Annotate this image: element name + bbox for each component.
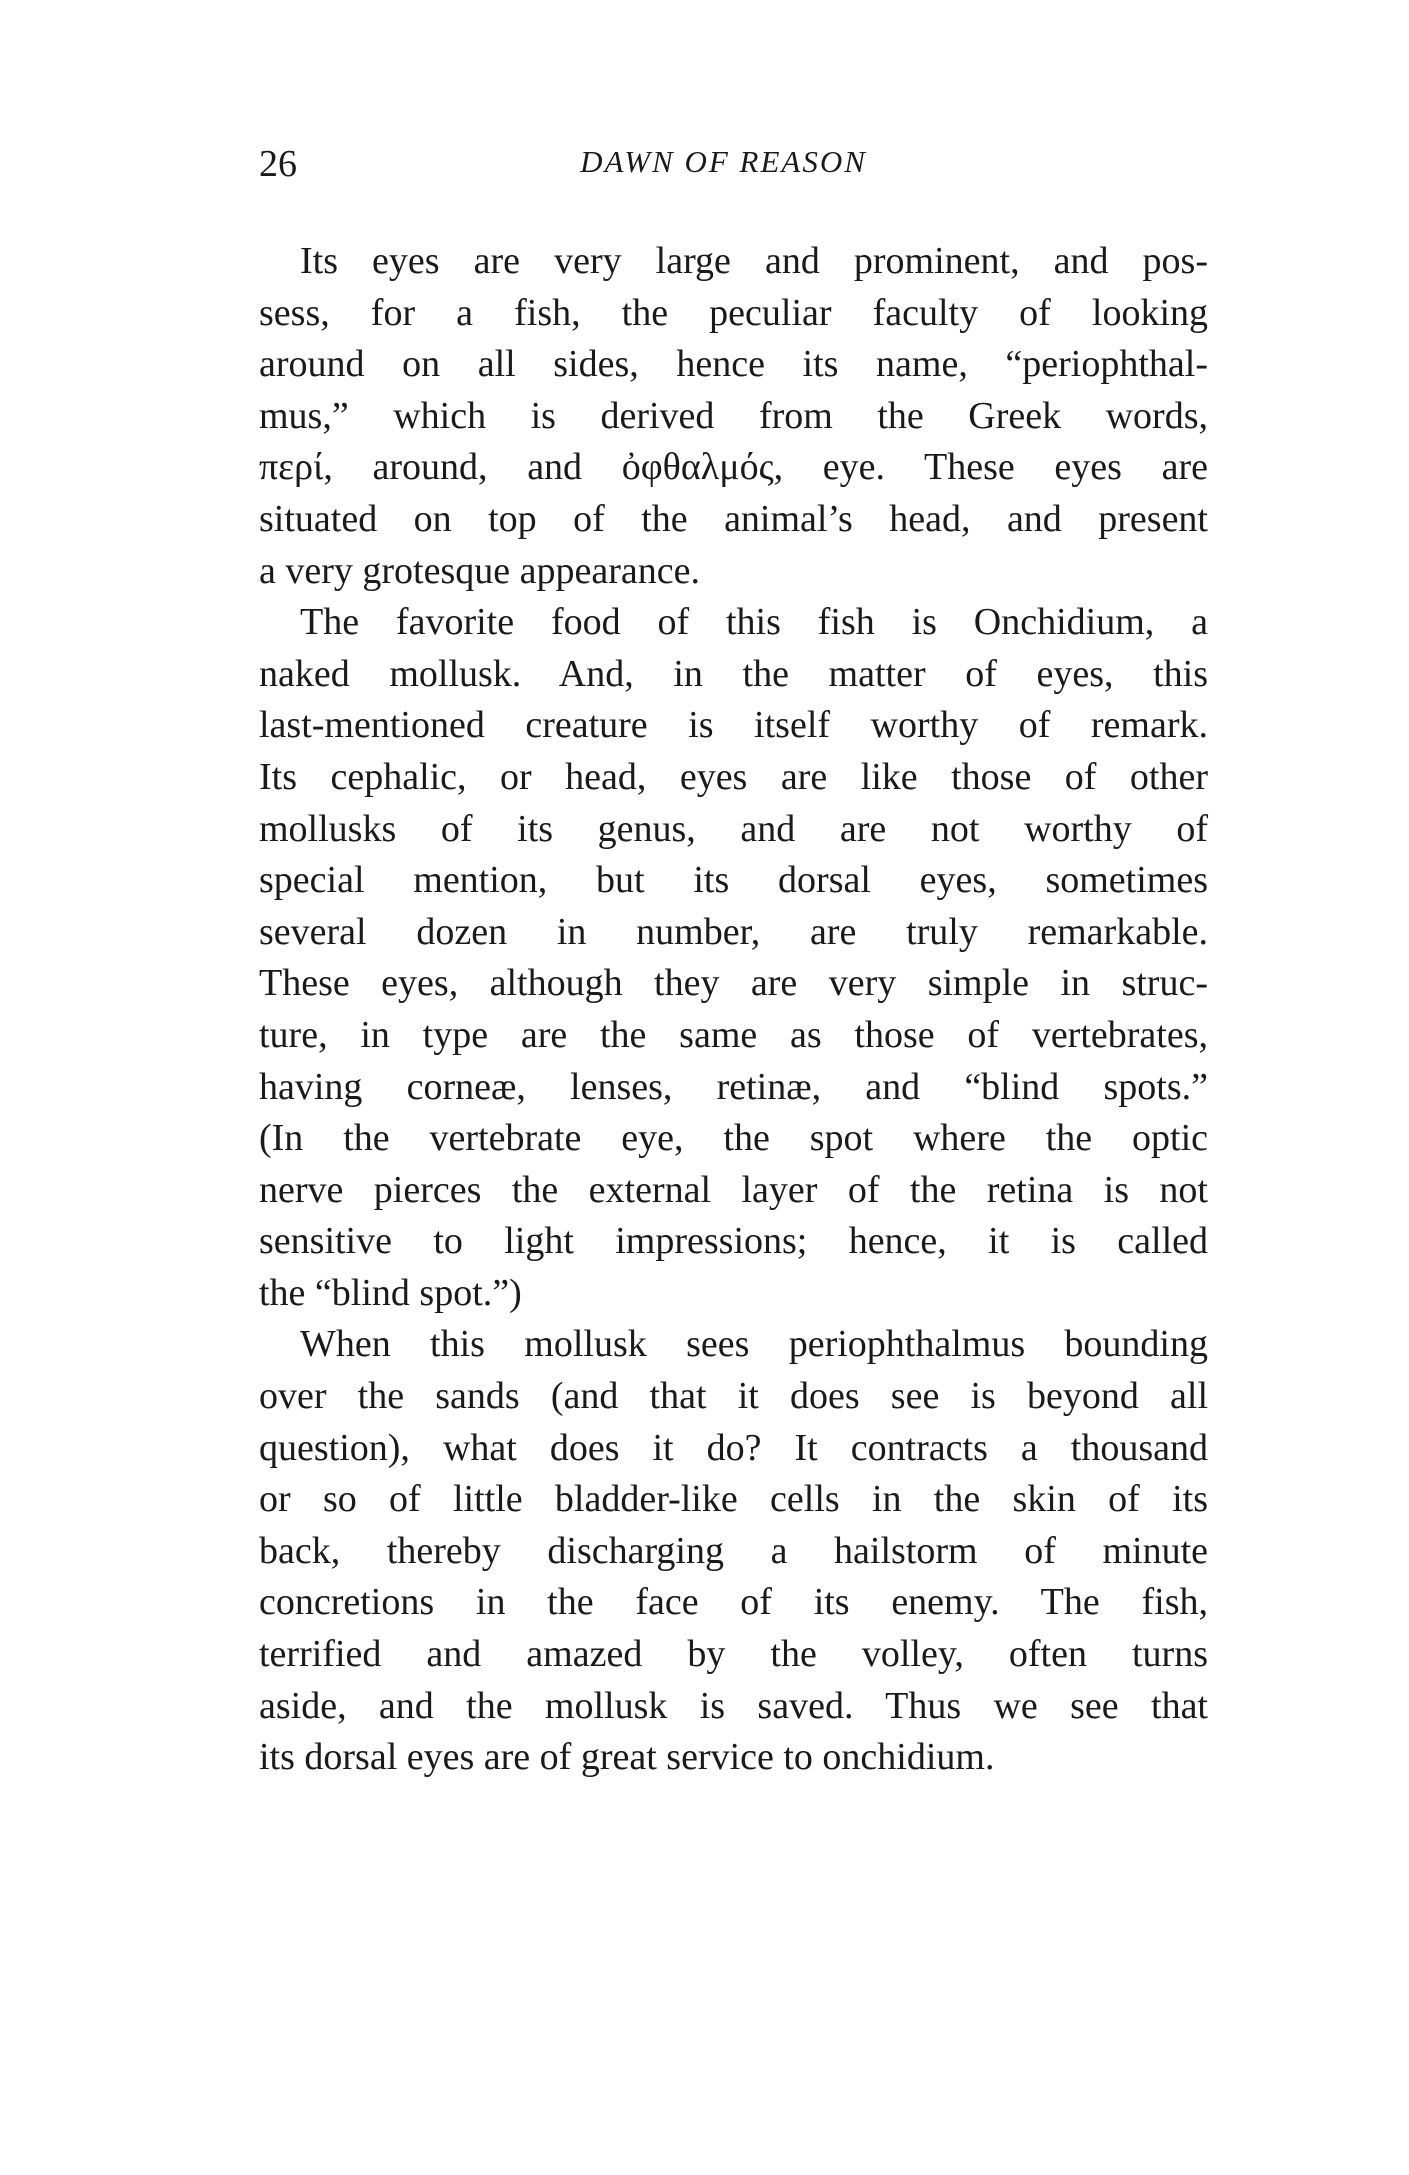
paragraph (259, 1319, 1208, 1783)
text-line: several dozen in number, are truly remarkable. (259, 910, 1208, 953)
text-line: special mention, but its dorsal eyes, sometimes (259, 859, 1208, 902)
text-line: terrified and amazed by the volley, often turns (259, 1633, 1208, 1676)
text-line: last-mentioned creature is itself worthy of remark. (259, 704, 1208, 747)
text-line: These eyes, although they are very simple in struc- (259, 962, 1208, 1005)
text-line: over the sands (and that it does see is beyond all (259, 1375, 1208, 1418)
text-line: ture, in type are the same as those of vertebrates, (259, 1013, 1208, 1056)
text-line: the “blind spot.”) (259, 1271, 522, 1314)
text-line: (In the vertebrate eye, the spot where the optic (259, 1117, 1208, 1160)
text-line: Its eyes are very large and prominent, and pos- (300, 240, 1208, 282)
text-line: The favorite food of this fish is Onchidium, a (300, 601, 1208, 644)
running-title: DAWN OF REASON (580, 144, 867, 179)
text-line: mus,” which is derived from the Greek words, (259, 394, 1208, 437)
text-line: situated on top of the animal’s head, and present (259, 497, 1208, 540)
text-line: or so of little bladder-like cells in the skin of its (259, 1478, 1208, 1521)
text-line: its dorsal eyes are of great service to onchidium. (259, 1736, 995, 1779)
text-line: περί, around, and ὀφθαλμός, eye. These eyes are (259, 446, 1208, 489)
text-line: nerve pierces the external layer of the retina is not (259, 1168, 1208, 1211)
page-body (259, 236, 1208, 1784)
text-line: naked mollusk. And, in the matter of eyes, this (259, 652, 1208, 695)
text-line: concretions in the face of its enemy. The fish, (259, 1581, 1208, 1624)
text-line: around on all sides, hence its name, “periophthal- (259, 343, 1208, 386)
text-line: sess, for a fish, the peculiar faculty of looking (259, 291, 1208, 334)
text-line: a very grotesque appearance. (259, 549, 700, 592)
page-number: 26 (259, 143, 297, 185)
text-line: question), what does it do? It contracts a thousand (259, 1426, 1208, 1469)
text-line: back, thereby discharging a hailstorm of minute (259, 1529, 1208, 1572)
text-line: aside, and the mollusk is saved. Thus we see that (259, 1684, 1208, 1727)
paragraph (259, 236, 1208, 597)
text-line: mollusks of its genus, and are not worthy of (259, 807, 1208, 850)
running-header (259, 142, 1208, 192)
text-line: sensitive to light impressions; hence, it is called (259, 1220, 1208, 1263)
text-line: When this mollusk sees periophthalmus bounding (300, 1323, 1208, 1366)
text-line: having corneæ, lenses, retinæ, and “blind spots.” (259, 1065, 1208, 1108)
paragraph (259, 597, 1208, 1319)
text-line: Its cephalic, or head, eyes are like those of other (259, 755, 1208, 798)
